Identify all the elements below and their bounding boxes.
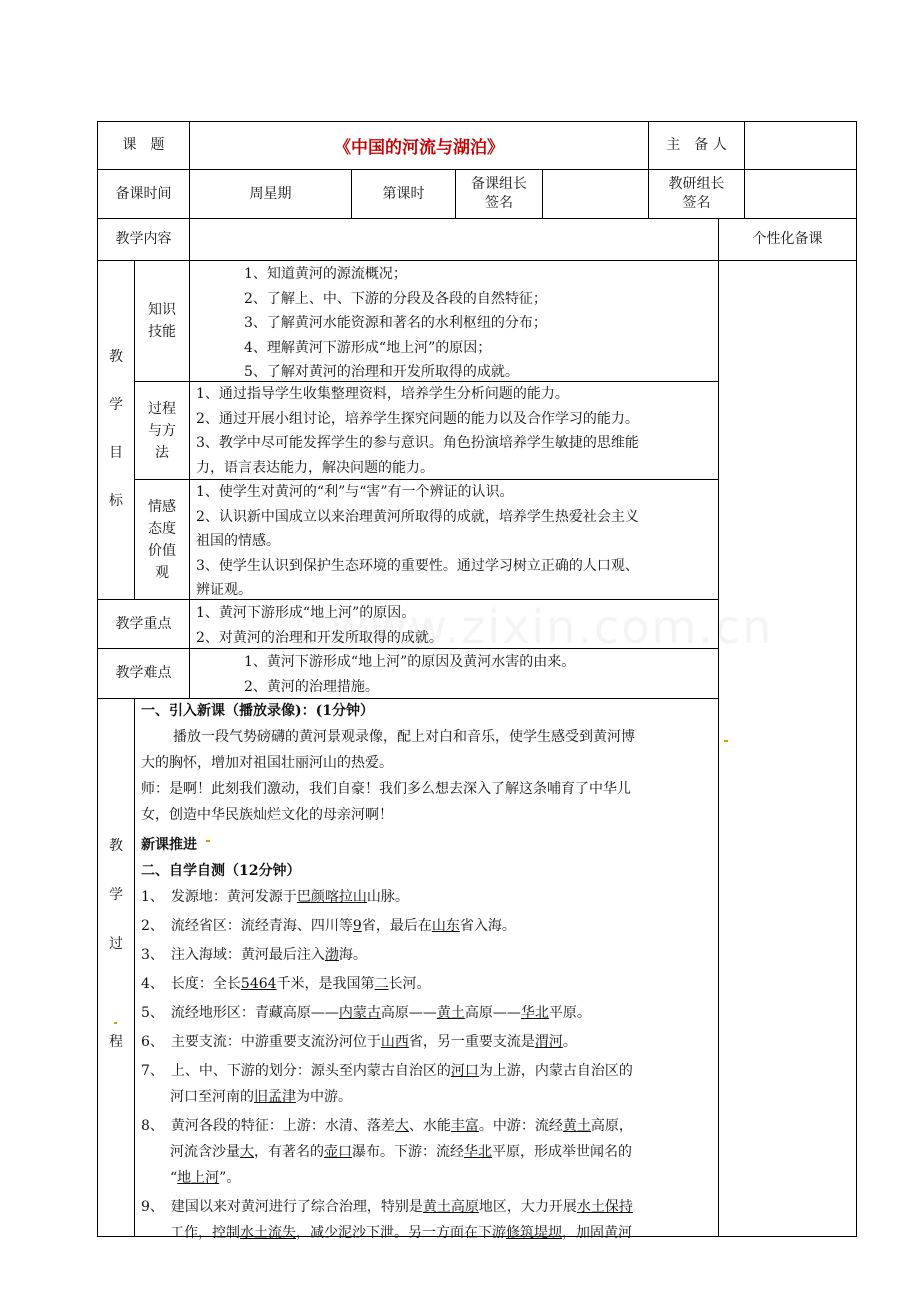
answer: 地上河 bbox=[177, 1170, 220, 1186]
question-9: 9、 建国以来对黄河进行了综合治理，特别是黄土高原地区，大力开展水土保持 bbox=[141, 1199, 633, 1215]
preparer-label: 主 备 人 bbox=[666, 137, 727, 153]
col-divider bbox=[189, 260, 190, 599]
list-item: 2、对黄河的治理和开发所取得的成就。 bbox=[196, 629, 443, 646]
highlight-mark bbox=[114, 1022, 117, 1024]
knowledge-label bbox=[135, 261, 189, 381]
key-points-items bbox=[196, 601, 443, 650]
answer: 华北 bbox=[520, 1005, 549, 1021]
list-item: 2、黄河的治理措施。 bbox=[244, 678, 379, 695]
side-char: 标 bbox=[109, 493, 123, 509]
topic-label: 课 题 bbox=[122, 137, 165, 153]
question-1: 1、 发源地：黄河发源于巴颜喀拉山山脉。 bbox=[141, 889, 409, 905]
list-item: 1、黄河下游形成“地上河”的原因及黄河水害的由来。 bbox=[244, 654, 576, 670]
answer: 二 bbox=[374, 976, 389, 992]
new-lesson-heading: 新课推进 bbox=[141, 837, 197, 853]
list-item: 3、了解黄河水能资源和著名的水利枢纽的分布； bbox=[244, 315, 547, 331]
prep-time-label: 备课时间 bbox=[115, 185, 172, 202]
answer: 河口 bbox=[450, 1063, 479, 1079]
answer: 渤 bbox=[324, 947, 339, 963]
intro-heading: 一、引入新课（播放录像)：(1分钟） bbox=[141, 703, 374, 719]
answer: 丰富 bbox=[450, 1118, 479, 1134]
research-leader-line1: 教研组长 bbox=[668, 176, 725, 192]
intro-paragraph: 大的胸怀，增加对祖国壮丽河山的热爱。 bbox=[141, 755, 393, 771]
research-leader-signature[interactable] bbox=[745, 170, 856, 218]
list-item: 3、使学生认识到保护生态环境的重要性。通过学习树立正确的人口观、 bbox=[196, 557, 639, 574]
process-label-line: 法 bbox=[155, 444, 169, 461]
question-7-cont: 河口至河南的旧孟津为中游。 bbox=[170, 1089, 352, 1105]
question-4: 4、 长度：全长5464千米，是我国第二长河。 bbox=[141, 976, 431, 992]
process-side-label bbox=[98, 822, 134, 1067]
difficult-points-label: 教学难点 bbox=[115, 665, 172, 681]
knowledge-label-line: 技能 bbox=[148, 324, 176, 340]
key-points-label: 教学重点 bbox=[115, 615, 172, 632]
emotion-label bbox=[135, 480, 189, 599]
emotion-label-line: 态度 bbox=[148, 520, 176, 537]
answer: 黄土高原 bbox=[422, 1199, 479, 1215]
list-item: 3、教学中尽可能发挥学生的参与意识。角色扮演培养学生敏捷的思维能 bbox=[196, 435, 639, 451]
answer: 水土保持 bbox=[576, 1199, 633, 1215]
col-divider bbox=[134, 698, 135, 1237]
question-8-cont: 河流含沙量大，有著名的壶口瀑布。下游：流经华北平原，形成举世闻名的 bbox=[170, 1144, 632, 1160]
answer: 华北 bbox=[464, 1144, 492, 1160]
group-leader-line2: 签名 bbox=[485, 195, 513, 211]
group-leader-line1: 备课组长 bbox=[471, 176, 527, 192]
page-title: 《中国的河流与湖泊》 bbox=[334, 138, 504, 158]
group-leader-signature[interactable] bbox=[543, 170, 648, 218]
week-label: 周星期 bbox=[249, 185, 292, 202]
intro-paragraph: 播放一段气势磅礴的黄河景观录像，配上对白和音乐，使学生感受到黄河博 bbox=[173, 729, 635, 745]
question-8: 8、 黄河各段的特征：上游：水清、落差大、水能丰富。中游：流经黄土高原， bbox=[141, 1118, 633, 1134]
highlight-mark bbox=[206, 840, 210, 842]
emotion-label-line: 价值 bbox=[148, 542, 176, 559]
emotion-label-line: 观 bbox=[155, 564, 169, 581]
answer: 内蒙古 bbox=[338, 1005, 381, 1021]
list-item: 1、通过指导学生收集整理资料，培养学生分析问题的能力。 bbox=[196, 386, 569, 402]
preparer-value[interactable] bbox=[745, 122, 856, 169]
research-leader-line2: 签名 bbox=[682, 195, 711, 211]
side-char: 教 bbox=[109, 349, 123, 365]
row-divider bbox=[97, 260, 857, 261]
process-items bbox=[196, 382, 639, 480]
list-item: 1、使学生对黄河的“利”与“害”有一个辨证的认识。 bbox=[196, 484, 514, 500]
col-divider bbox=[718, 218, 719, 1237]
question-5: 5、 流经地形区：青藏高原——内蒙古高原——黄土高原——华北平原。 bbox=[141, 1005, 591, 1021]
content-label: 教学内容 bbox=[115, 231, 172, 247]
answer: 渭河 bbox=[534, 1034, 563, 1050]
answer: 修筑堤坝 bbox=[506, 1225, 562, 1241]
objectives-side-label bbox=[98, 333, 134, 525]
list-item: 祖国的情感。 bbox=[196, 533, 280, 549]
teacher-paragraph: 女，创造中华民族灿烂文化的母亲河啊！ bbox=[141, 807, 393, 823]
answer: 山西 bbox=[380, 1034, 409, 1050]
col-divider bbox=[189, 599, 190, 698]
answer: 山东 bbox=[431, 918, 460, 934]
question-8-cont: “地上河”。 bbox=[170, 1170, 241, 1186]
emotion-items bbox=[196, 480, 639, 603]
process-label-line: 过程 bbox=[148, 400, 176, 417]
teacher-paragraph: 师：是啊！此刻我们激动，我们自豪！我们多么想去深入了解这条哺育了中华儿 bbox=[141, 781, 631, 797]
answer: 黄土 bbox=[436, 1005, 465, 1021]
personal-prep-label: 个性化备课 bbox=[752, 231, 823, 247]
side-char: 学 bbox=[109, 397, 123, 413]
list-item: 辨证观。 bbox=[196, 582, 252, 598]
answer: 水土流失 bbox=[240, 1225, 296, 1241]
side-char: 学 bbox=[109, 887, 123, 903]
list-item: 2、认识新中国成立以来治理黄河所取得的成就，培养学生热爱社会主义 bbox=[196, 508, 639, 525]
side-char: 程 bbox=[109, 1034, 123, 1050]
answer: 大 bbox=[240, 1144, 254, 1160]
question-9-cont: 工作，控制水土流失，减少泥沙下泄。另一方面在下游修筑堤坝，加固黄河 bbox=[170, 1225, 632, 1241]
side-char: 过 bbox=[109, 936, 123, 952]
question-6: 6、 主要支流：中游重要支流汾河位于山西省，另一重要支流是渭河。 bbox=[141, 1034, 577, 1050]
list-item: 1、知道黄河的源流概况； bbox=[244, 266, 407, 282]
answer: 巴颜喀拉山 bbox=[296, 889, 367, 905]
list-item: 4、理解黄河下游形成“地上河”的原因； bbox=[244, 339, 492, 356]
question-3: 3、 注入海域：黄河最后注入渤海。 bbox=[141, 947, 367, 963]
list-item: 1、黄河下游形成“地上河”的原因。 bbox=[196, 605, 416, 621]
answer: 黄土 bbox=[562, 1118, 591, 1134]
list-item: 2、了解上、中、下游的分段及各段的自然特征； bbox=[244, 290, 547, 307]
difficult-points-items bbox=[244, 650, 575, 699]
list-item: 5、了解对黄河的治理和开发所取得的成就。 bbox=[244, 364, 519, 380]
knowledge-label-line: 知识 bbox=[148, 302, 176, 318]
list-item: 力，语言表达能力，解决问题的能力。 bbox=[196, 459, 434, 476]
answer: 旧孟津 bbox=[254, 1089, 296, 1105]
period-label: 第课时 bbox=[382, 185, 425, 202]
process-content bbox=[141, 698, 716, 1246]
answer: 5464 bbox=[240, 976, 277, 992]
answer: 9 bbox=[352, 918, 362, 934]
process-label-line: 与方 bbox=[148, 422, 176, 439]
self-test-heading: 二、自学自测（12分钟） bbox=[141, 863, 301, 879]
side-char: 目 bbox=[109, 445, 123, 461]
table-border bbox=[856, 121, 857, 1237]
question-7: 7、 上、中、下游的划分：源头至内蒙古自治区的河口为上游，内蒙古自治区的 bbox=[141, 1063, 633, 1079]
answer: 壶口 bbox=[324, 1144, 352, 1160]
knowledge-items bbox=[244, 262, 547, 385]
emotion-label-line: 情感 bbox=[148, 498, 176, 515]
highlight-mark bbox=[724, 740, 728, 742]
side-char: 教 bbox=[109, 838, 123, 854]
answer: 大 bbox=[394, 1118, 409, 1134]
process-label bbox=[135, 382, 189, 479]
question-2: 2、 流经省区：流经青海、四川等9省，最后在山东省入海。 bbox=[141, 918, 516, 934]
research-leader-label bbox=[649, 170, 744, 218]
group-leader-label bbox=[456, 170, 542, 218]
list-item: 2、通过开展小组讨论，培养学生探究问题的能力以及合作学习的能力。 bbox=[196, 410, 639, 427]
